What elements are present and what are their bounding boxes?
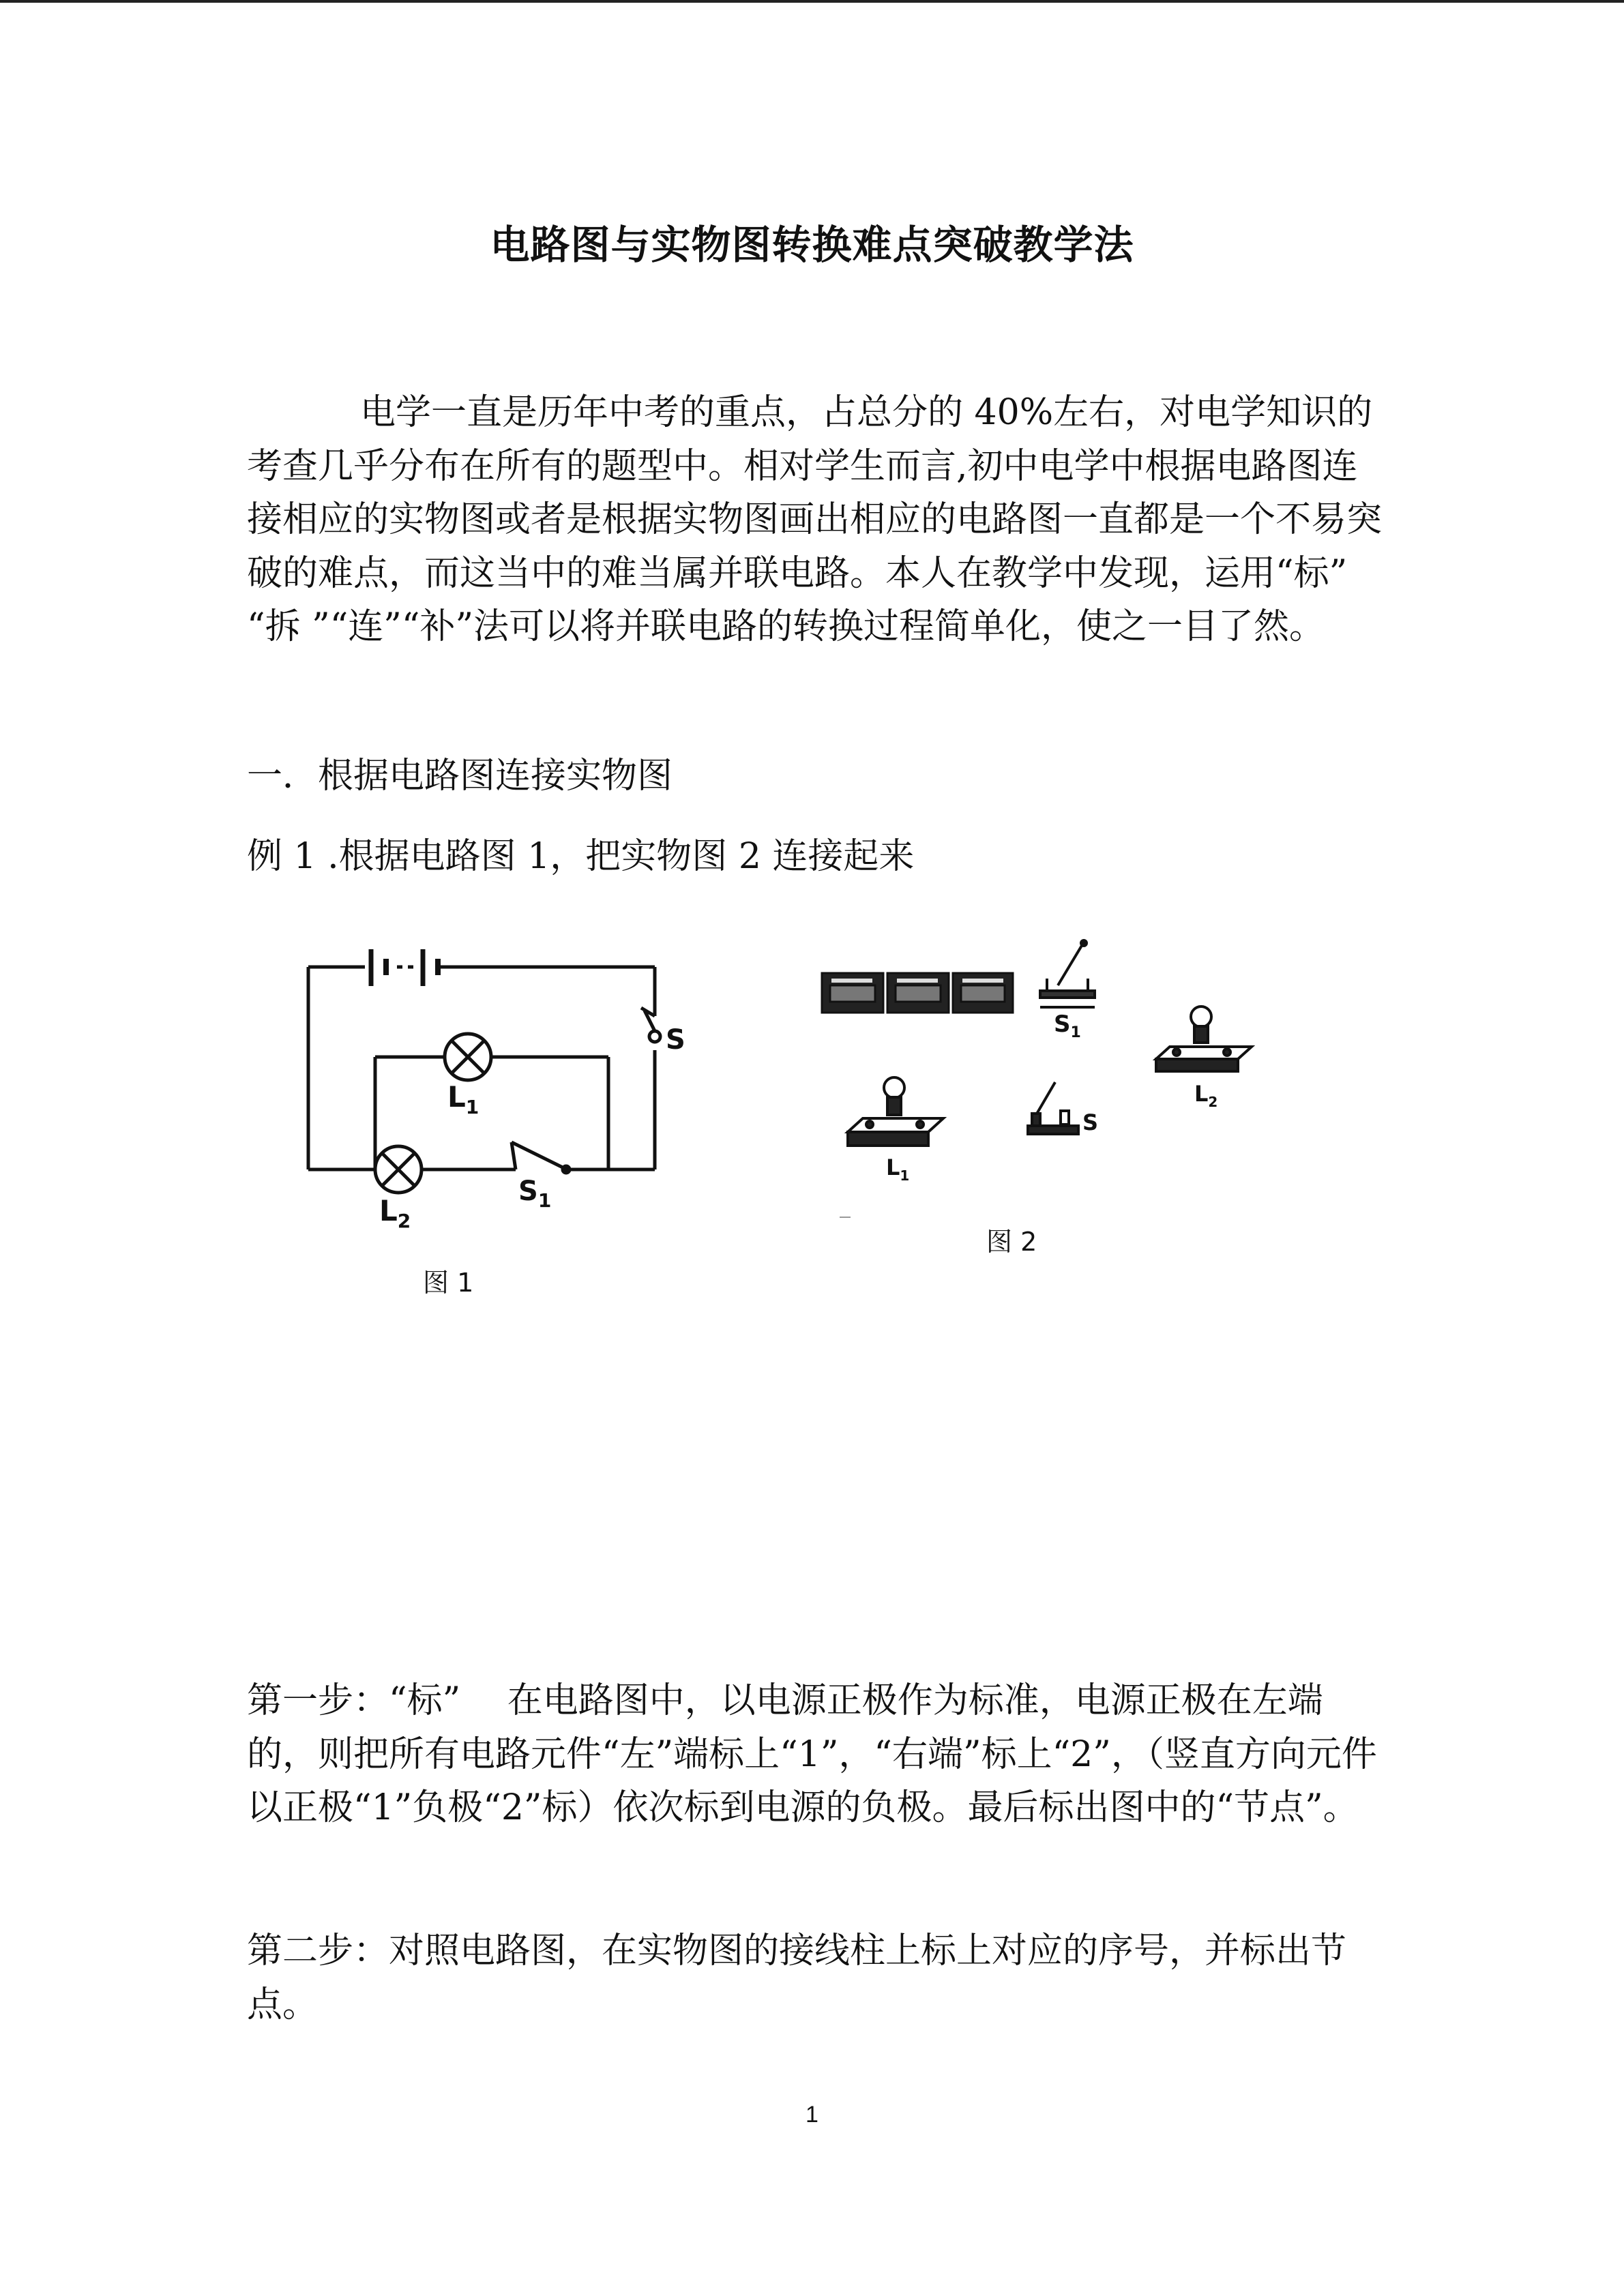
figure1-caption: 图 1 [423,1268,474,1298]
example-label: 例 1 .根据电路图 1，把实物图 2 连接起来 [247,836,915,877]
switch-s-device [1028,1082,1078,1134]
figure2-label-s: S [1082,1109,1099,1135]
step1-paragraph: 第一步：“标” 在电路图中，以电源正极作为标准，电源正极在左端的，则把所有电路元件“左”端标上“1”，“右端”标上“2”，（竖直方向元件以正极“1”负极“2”标）依次标到电源的负极。最后标出图中的“节点”。 [247,1680,1377,1828]
figure1-label-l1: $L_1$ [447,1080,479,1118]
page-number: 1 [806,2102,818,2128]
figure2-label-lamp-right: $L_2$ [1194,1081,1218,1110]
figure2-label-lamp-left: $L_1$ [886,1154,910,1184]
figure2-caption: 图 2 [986,1227,1037,1257]
page-top-border [0,0,1624,3]
figure1-label-l2: $L_2$ [379,1194,411,1232]
battery-pack [822,973,1013,1013]
document-title: 电路图与实物图转换难点突破教学法 [490,222,1134,268]
lamp-l2-symbol [375,1146,422,1193]
figure1-label-s1: $S_1$ [518,1176,552,1212]
switch-s1-device [1040,940,1095,1007]
battery-symbol [371,949,450,986]
switch-s-symbol [641,1008,660,1042]
lamp-right-device [1156,1007,1252,1071]
section-heading: 一．根据电路图连接实物图 [247,756,673,796]
figure1-label-s: S [666,1024,685,1056]
figure1-circuit-diagram [286,934,709,1234]
lamp-left-device [848,1077,943,1146]
switch-s1-symbol [512,1142,570,1173]
figure2-physical-components [815,931,1265,1244]
intro-paragraph: 电学一直是历年中考的重点，占总分的 40%左右，对电学知识的考查几乎分布在所有的题型中。相对学生而言,初中电学中根据电路图连接相应的实物图或者是根据实物图画出相应的电路图一直都是一个不易突破的难点，而这当中的难当属并联电路。本人在教学中发现，运用“标” “拆 ”“连”“补”法可以将并联电路的转换过程简单化，使之一目了然。 [247,392,1383,647]
step2-paragraph: 第二步：对照电路图，在实物图的接线柱上标上对应的序号，并标出节点。 [247,1930,1347,2025]
lamp-l1-symbol [445,1034,491,1080]
figure2-label-s1: $S_1$ [1054,1011,1081,1041]
